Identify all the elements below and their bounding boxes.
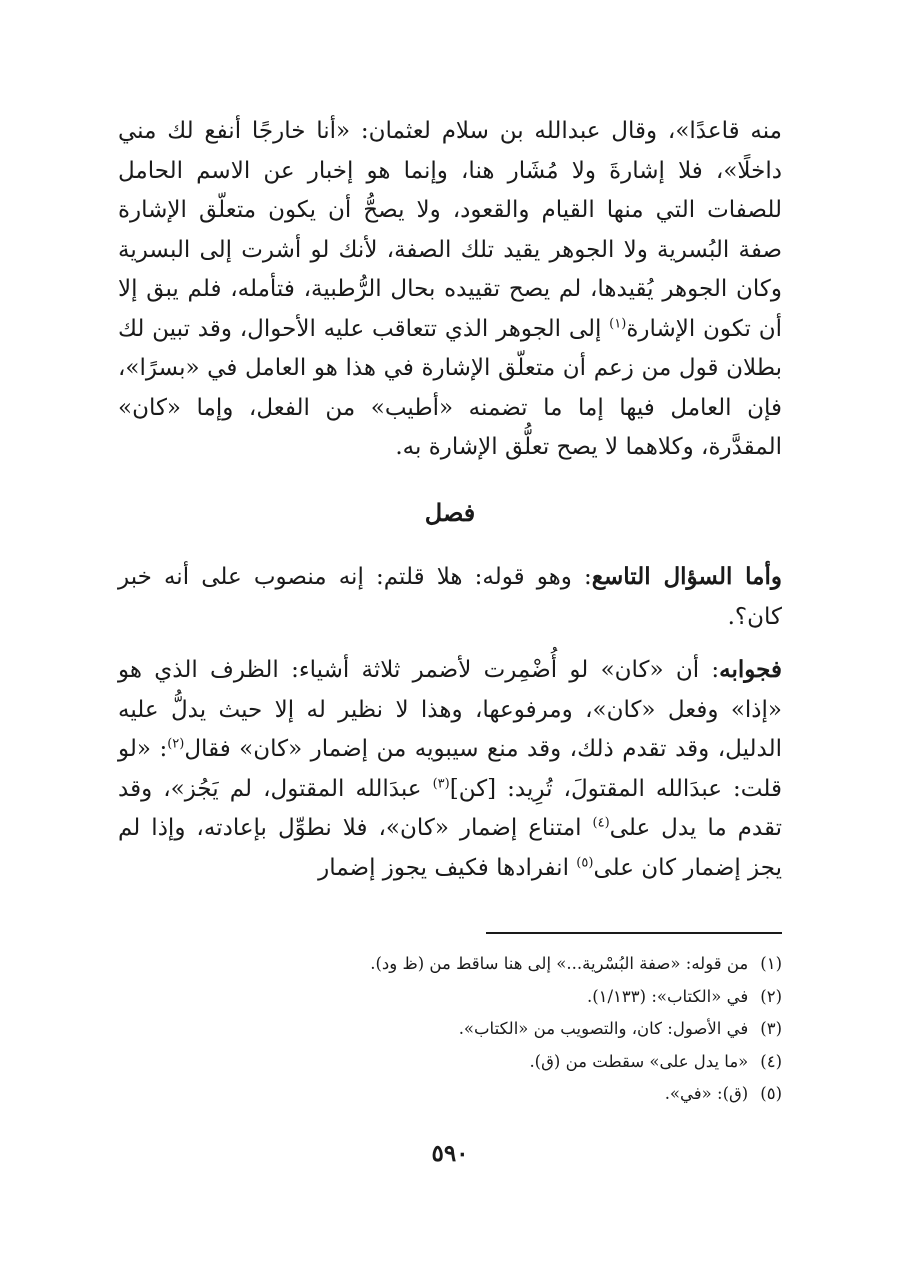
answer-text-2: : «لو قلت: عبدَالله المقتولَ، تُرِيد: [كن] bbox=[118, 736, 782, 802]
answer-paragraph bbox=[118, 650, 782, 888]
footnote-text: (ق): «في». bbox=[664, 1084, 749, 1103]
footnote-ref-3[interactable]: (٣) bbox=[432, 775, 450, 791]
footnote-text: «ما يدل على» سقطت من (ق). bbox=[529, 1051, 749, 1071]
footnote-text: في «الكتاب»: (١/١٣٣). bbox=[586, 986, 749, 1006]
question-lead: وأما السؤال التاسع bbox=[591, 563, 782, 590]
footnote-number: (٢) bbox=[760, 986, 782, 1006]
question-text: : وهو قوله: هلا قلتم: إنه منصوب على أنه خبر كان؟. bbox=[118, 564, 782, 630]
question-paragraph bbox=[118, 557, 782, 637]
paragraph-1-continuation: إلى الجوهر الذي تتعاقب عليه الأحوال، وقد تبين لك بطلان قول من زعم أن متعلّق الإشارة في هذا هو العامل في «بسرًا»، فإن العامل فيها إما ما تضمنه «أطيب» من الفعل، وإما «كان» المقدَّرة، وكلاهما لا يصح تعلُّق الإشارة به. bbox=[118, 315, 782, 460]
footnotes-list bbox=[118, 948, 782, 1111]
footnote-item bbox=[118, 948, 782, 981]
answer-text-3: عبدَالله المقتول، لم يَجُز»، وقد تقدم ما يدل على bbox=[118, 775, 782, 841]
answer-block bbox=[118, 650, 782, 888]
footnote-item bbox=[118, 1013, 782, 1046]
footnote-divider bbox=[486, 932, 782, 934]
footnote-number: (٤) bbox=[760, 1051, 782, 1071]
main-text-block bbox=[118, 112, 782, 468]
footnote-text: من قوله: «صفة البُسْرية...» إلى هنا ساقط من (ظ ود). bbox=[370, 954, 749, 973]
footnote-number: (١) bbox=[760, 954, 782, 973]
footnote-item bbox=[118, 1078, 782, 1111]
section-heading: فصل bbox=[424, 498, 476, 527]
footnote-text: في الأصول: كان، والتصويب من «الكتاب». bbox=[458, 1019, 749, 1038]
footnote-ref-5[interactable]: (٥) bbox=[576, 854, 594, 870]
answer-lead: فجوابه bbox=[719, 656, 782, 683]
footnote-number: (٥) bbox=[760, 1084, 782, 1103]
paragraph-1 bbox=[118, 112, 782, 468]
footnote-number: (٣) bbox=[760, 1019, 782, 1038]
footnote-ref-1[interactable]: (١) bbox=[609, 315, 627, 331]
answer-text-4: امتناع إضمار «كان»، فلا نطوِّل بإعادته، وإذا لم يجز إضمار كان على bbox=[118, 815, 782, 881]
answer-text-5: انفرادها فكيف يجوز إضمار bbox=[318, 854, 577, 881]
footnote-ref-4[interactable]: (٤) bbox=[592, 815, 610, 831]
page-number: ٥٩٠ bbox=[431, 1140, 469, 1167]
paragraph-1-text: منه قاعدًا»، وقال عبدالله بن سلام لعثمان: «أنا خارجًا أنفع لك مني داخلًا»، فلا إشارةَ ولا مُشَار هنا، وإنما هو إخبار عن الاسم الحامل للصفات التي منها القيام والقعود، ولا يصحُّ أن يكون متعلّق الإشارة صفة البُسرية ولا الجوهر يقيد تلك الصفة، لأنك لو أشرت إلى البسرية وكان الجوهر يُقيدها، لم يصح تقييده بحال الرُّطبية، فتأمله، فلم يبق إلا أن تكون الإشارة bbox=[118, 118, 782, 342]
answer-text-1: : أن «كان» لو أُضْمِرت لأضمر ثلاثة أشياء: الظرف الذي هو «إذا» وفعل «كان»، ومرفوعها، وهذا لا نظير له إلا حيث يدلُّ عليه الدليل، وقد تقدم ذلك، وقد منع سيبويه من إضمار «كان» فقال bbox=[118, 657, 782, 762]
footnote-item bbox=[118, 981, 782, 1014]
footnote-ref-2[interactable]: (٢) bbox=[167, 736, 185, 752]
question-block bbox=[118, 557, 782, 637]
footnote-item bbox=[118, 1046, 782, 1079]
